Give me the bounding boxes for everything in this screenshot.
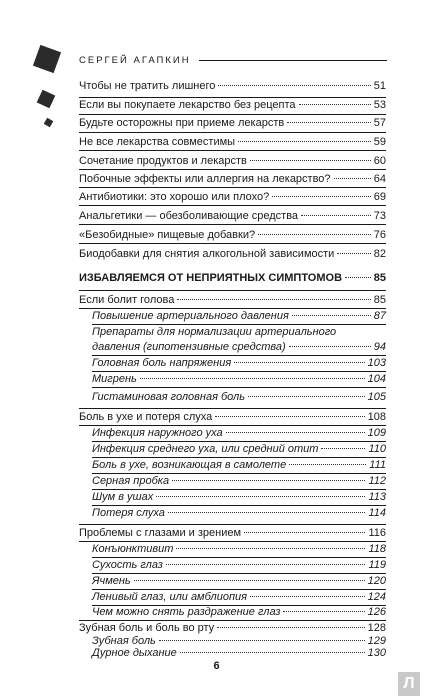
toc-entry[interactable] <box>79 173 386 186</box>
toc-subentry[interactable] <box>92 591 386 604</box>
leader-dots <box>215 416 364 417</box>
toc-subentry-title: Инфекция наружного уха <box>92 427 223 439</box>
toc-entry-page: 73 <box>373 210 386 222</box>
toc-subentry[interactable] <box>92 543 386 556</box>
toc-subentry-title: Ячмень <box>92 575 131 587</box>
leader-dots <box>244 532 365 533</box>
toc-subentry[interactable] <box>92 391 386 404</box>
toc-subentry[interactable] <box>92 647 386 660</box>
toc-subentry-title: Дурное дыхание <box>92 647 177 659</box>
toc-subentry-title: Мигрень <box>92 373 137 385</box>
toc-subentry-title: Ленивый глаз, или амблиопия <box>92 591 248 603</box>
divider <box>79 187 386 188</box>
toc-entry[interactable] <box>79 136 386 149</box>
toc-subentry-page: 105 <box>367 391 386 403</box>
toc-subentry-title: Потеря слуха <box>92 507 165 519</box>
leader-dots <box>272 196 371 197</box>
divider <box>92 557 386 558</box>
toc-entry-title: Зубная боль и боль во рту <box>79 622 215 634</box>
leader-dots <box>218 85 370 86</box>
divider <box>92 573 386 574</box>
divider <box>79 425 386 426</box>
divider <box>79 620 386 621</box>
toc-entry-title: «Безобидные» пищевые добавки? <box>79 229 256 241</box>
divider <box>79 243 386 244</box>
leader-dots <box>166 564 366 565</box>
toc-subentry-page: 129 <box>367 635 386 647</box>
divider <box>92 355 386 356</box>
section-title: ИЗБАВЛЯЕМСЯ ОТ НЕПРИЯТНЫХ СИМПТОМОВ <box>79 272 343 284</box>
section-heading[interactable] <box>79 272 386 285</box>
toc-subentry-title-line1[interactable]: Препараты для нормализации артериального <box>92 326 337 338</box>
header-rule <box>199 60 387 61</box>
toc-entry-title: Чтобы не тратить лишнего <box>79 80 216 92</box>
toc-subentry-title: Гистаминовая головная боль <box>92 391 246 403</box>
leader-dots <box>217 627 364 628</box>
publisher-logo-icon: Л <box>398 672 420 696</box>
divider <box>92 387 386 388</box>
divider <box>92 324 386 325</box>
toc-subentry[interactable] <box>92 443 386 456</box>
divider <box>79 132 386 133</box>
toc-subentry-page: 130 <box>367 647 386 659</box>
toc-subentry-page: 124 <box>367 591 386 603</box>
toc-subentry[interactable] <box>92 427 386 440</box>
divider <box>79 150 386 151</box>
leader-dots <box>301 215 371 216</box>
leader-dots <box>283 611 364 612</box>
leader-dots <box>258 234 371 235</box>
leader-dots <box>168 512 366 513</box>
toc-subentry-page: 103 <box>367 357 386 369</box>
toc-entry-title: Будьте осторожны при приеме лекарств <box>79 117 285 129</box>
toc-group-heading[interactable] <box>79 294 386 307</box>
toc-subentry-page: 113 <box>368 491 386 503</box>
leader-dots <box>250 596 365 597</box>
divider <box>79 114 386 115</box>
toc-entry[interactable] <box>79 155 386 168</box>
leader-dots <box>287 122 371 123</box>
leader-dots <box>134 580 365 581</box>
divider <box>92 457 386 458</box>
leader-dots <box>289 464 366 465</box>
toc-subentry-page: 118 <box>368 543 386 555</box>
leader-dots <box>321 448 365 449</box>
toc-entry-title: Если болит голова <box>79 294 175 306</box>
toc-subentry[interactable] <box>92 575 386 588</box>
running-header <box>79 55 387 66</box>
toc-subentry[interactable] <box>92 357 386 370</box>
leader-dots <box>289 346 371 347</box>
toc-entry[interactable] <box>79 117 386 130</box>
toc-entry[interactable] <box>79 80 386 93</box>
toc-entry-title: Биодобавки для снятия алкогольной зависимости <box>79 248 335 260</box>
toc-entry-page: 85 <box>373 294 386 306</box>
toc-entry-title: Проблемы с глазами и зрением <box>79 527 242 539</box>
leader-dots <box>176 548 365 549</box>
toc-entry-page: 128 <box>367 622 386 634</box>
toc-subentry-page: 109 <box>367 427 386 439</box>
toc-entry[interactable] <box>79 210 386 223</box>
toc-subentry-title: Шум в ушах <box>92 491 154 503</box>
toc-subentry-title: Серная пробка <box>92 475 170 487</box>
toc-subentry[interactable] <box>92 507 386 520</box>
divider <box>92 489 386 490</box>
page-number: 6 <box>213 660 220 672</box>
toc-group-heading[interactable] <box>79 411 386 424</box>
leader-dots <box>180 652 365 653</box>
author-name: СЕРГЕЙ АГАПКИН <box>79 55 191 66</box>
toc-subentry-title: Повышение артериального давления <box>92 310 289 322</box>
toc-entry-page: 57 <box>373 117 386 129</box>
toc-entry-page: 108 <box>367 411 386 423</box>
toc-subentry[interactable] <box>92 310 386 323</box>
leader-dots <box>345 277 371 278</box>
toc-subentry-page: 126 <box>367 606 386 618</box>
toc-subentry[interactable] <box>92 459 386 472</box>
toc-entry[interactable] <box>79 99 386 112</box>
toc-subentry-title: Сухость глаз <box>92 559 163 571</box>
section-page: 85 <box>373 272 386 284</box>
divider <box>92 589 386 590</box>
divider <box>79 224 386 225</box>
toc-subentry[interactable] <box>92 475 386 488</box>
toc-entry-title: Сочетание продуктов и лекарств <box>79 155 247 167</box>
toc-subentry-page: 120 <box>367 575 386 587</box>
divider <box>79 308 386 309</box>
toc-subentry-page: 112 <box>368 475 386 487</box>
leader-dots <box>159 640 365 641</box>
divider <box>92 441 386 442</box>
divider <box>79 205 386 206</box>
toc-entry-title: Побочные эффекты или аллергия на лекарство? <box>79 173 331 185</box>
toc-entry-page: 53 <box>373 99 386 111</box>
toc-subentry-page: 114 <box>368 507 386 519</box>
leader-dots <box>140 378 365 379</box>
leader-dots <box>177 299 370 300</box>
toc-entry-title: Анальгетики — обезболивающие средства <box>79 210 299 222</box>
divider <box>92 371 386 372</box>
toc-subentry[interactable] <box>92 559 386 572</box>
toc-subentry-title: Зубная боль <box>92 635 156 647</box>
leader-dots <box>172 480 365 481</box>
toc-entry-title: Если вы покупаете лекарство без рецепта <box>79 99 296 111</box>
leader-dots <box>234 362 364 363</box>
leader-dots <box>334 178 371 179</box>
toc-entry-title: Антибиотики: это хорошо или плохо? <box>79 191 270 203</box>
leader-dots <box>226 432 365 433</box>
divider <box>79 541 386 542</box>
toc-subentry[interactable] <box>92 606 386 619</box>
toc-entry-page: 76 <box>373 229 386 241</box>
toc-entry-page: 82 <box>373 248 386 260</box>
toc-subentry-title-line2: давления (гипотензивные средства) <box>92 341 286 353</box>
toc-subentry-title: Головная боль напряжения <box>92 357 232 369</box>
toc-entry-page: 60 <box>373 155 386 167</box>
leader-dots <box>156 496 365 497</box>
toc-entry-title: Не все лекарства совместимы <box>79 136 236 148</box>
toc-entry-page: 59 <box>373 136 386 148</box>
toc-entry[interactable] <box>79 248 386 261</box>
leader-dots <box>337 253 370 254</box>
divider <box>79 524 386 525</box>
toc-group-heading[interactable] <box>79 622 386 635</box>
toc-group-heading[interactable] <box>79 527 386 540</box>
divider <box>92 505 386 506</box>
divider <box>92 473 386 474</box>
toc-subentry[interactable] <box>92 491 386 504</box>
divider <box>79 169 386 170</box>
toc-subentry-title: Чем можно снять раздражение глаз <box>92 606 281 618</box>
toc-entry[interactable] <box>79 229 386 242</box>
toc-subentry-page: 111 <box>369 459 386 471</box>
leader-dots <box>292 315 371 316</box>
toc-subentry-page: 110 <box>368 443 386 455</box>
decor-square-small <box>44 118 54 128</box>
toc-entry-page: 116 <box>368 527 386 539</box>
decor-square-medium <box>37 90 56 109</box>
leader-dots <box>250 160 371 161</box>
leader-dots <box>299 104 371 105</box>
toc-subentry[interactable] <box>92 373 386 386</box>
toc-entry-page: 64 <box>373 173 386 185</box>
toc-subentry-page: 87 <box>373 310 386 322</box>
decor-square-large <box>33 45 61 73</box>
leader-dots <box>238 141 371 142</box>
toc-entry-page: 51 <box>373 80 386 92</box>
toc-subentry-title: Боль в ухе, возникающая в самолете <box>92 459 287 471</box>
toc-entry-title: Боль в ухе и потеря слуха <box>79 411 213 423</box>
toc-subentry-page: 119 <box>368 559 386 571</box>
toc-entry-page: 69 <box>373 191 386 203</box>
toc-subentry-title: Конъюнктивит <box>92 543 174 555</box>
divider <box>79 290 386 291</box>
leader-dots <box>248 396 365 397</box>
toc-subentry-page: 94 <box>373 341 386 353</box>
toc-subentry[interactable] <box>92 341 386 354</box>
divider <box>79 408 386 409</box>
toc-subentry-page: 104 <box>367 373 386 385</box>
toc-subentry-title: Инфекция среднего уха, или средний отит <box>92 443 319 455</box>
divider <box>79 97 386 98</box>
toc-entry[interactable] <box>79 191 386 204</box>
